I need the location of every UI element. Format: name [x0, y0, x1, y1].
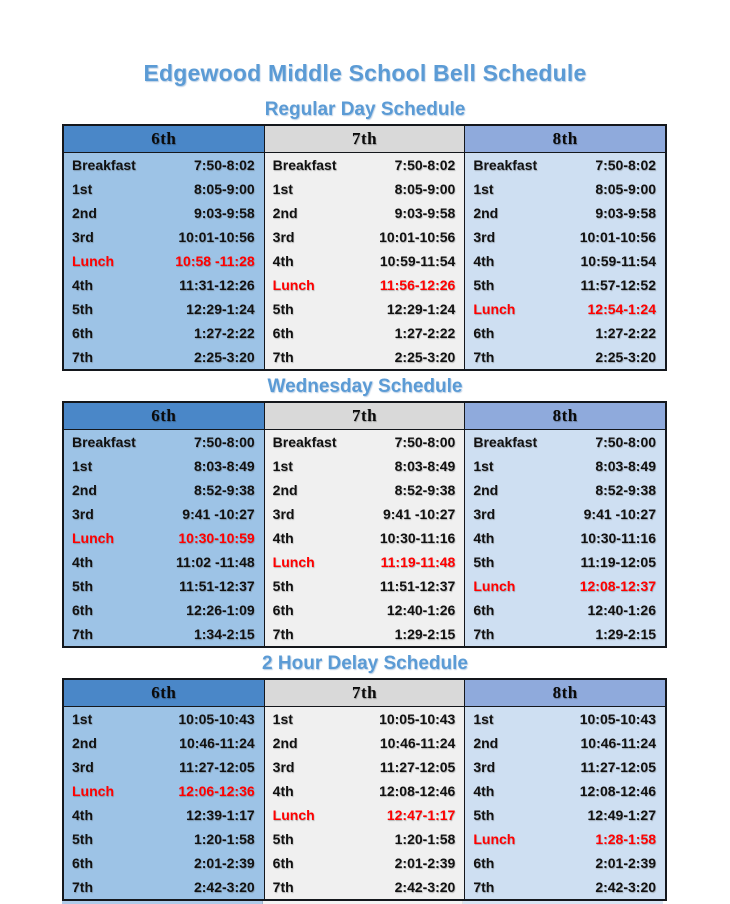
period-time: 8:05-9:00: [394, 181, 456, 197]
schedule-row: [465, 755, 665, 779]
schedule-row: [64, 755, 264, 779]
period-label: 4th: [272, 783, 294, 799]
period-label: 3rd: [72, 759, 94, 775]
schedule-row: [64, 321, 264, 345]
period-label: 4th: [473, 253, 495, 269]
period-label: 6th: [72, 855, 93, 871]
period-time: 12:49-1:27: [587, 807, 657, 823]
schedule-row: [64, 851, 264, 875]
schedule-row: [465, 598, 665, 622]
schedule-row: [465, 177, 665, 201]
schedule-row: [64, 526, 264, 550]
period-time: 7:50-8:02: [595, 157, 657, 173]
schedule-row: [64, 622, 264, 646]
schedule-row: [465, 875, 665, 899]
grade-header: 8th: [465, 403, 665, 430]
period-time: 1:20-1:58: [193, 831, 255, 847]
period-label: 7th: [272, 626, 294, 642]
period-label: 6th: [473, 602, 495, 618]
period-label: 6th: [72, 325, 93, 341]
bell-table: [62, 401, 667, 648]
grade-column-6th: [64, 680, 264, 899]
schedule-row: [465, 731, 665, 755]
schedule-row: [265, 502, 465, 526]
period-label: 3rd: [272, 506, 295, 522]
period-time: 2:01-2:39: [394, 855, 456, 871]
schedule-row: [64, 731, 264, 755]
schedule-row: [64, 297, 264, 321]
schedule-row: [265, 779, 465, 803]
period-time: 12:54-1:24: [587, 301, 657, 317]
period-time: 7:50-8:00: [193, 434, 255, 450]
bell-table: [62, 124, 667, 371]
period-time: 10:05-10:43: [379, 711, 456, 727]
period-time: 1:27-2:22: [193, 325, 255, 341]
period-time: 8:52-9:38: [595, 482, 657, 498]
schedule-row: [265, 297, 465, 321]
period-label: Lunch: [473, 831, 516, 847]
period-time: 11:31-12:26: [179, 277, 255, 293]
schedule-row: [265, 827, 465, 851]
period-time: 1:27-2:22: [595, 325, 657, 341]
schedule-section: [0, 98, 730, 371]
period-time: 2:25-3:20: [193, 349, 255, 365]
schedule-row: [465, 707, 665, 731]
grade-header: 6th: [64, 403, 264, 430]
schedule-row: [265, 707, 465, 731]
schedule-section: [0, 375, 730, 648]
period-label: 6th: [272, 855, 294, 871]
period-label: 6th: [473, 325, 495, 341]
period-label: 5th: [473, 807, 495, 823]
period-time: 12:29-1:24: [386, 301, 456, 317]
period-time: 11:19-11:48: [380, 554, 456, 570]
period-label: Breakfast: [473, 434, 538, 450]
period-label: Lunch: [272, 554, 315, 570]
period-label: 5th: [473, 554, 495, 570]
period-label: 3rd: [272, 759, 295, 775]
period-time: 11:19-12:05: [580, 554, 657, 570]
period-time: 2:42-3:20: [193, 879, 255, 895]
schedule-row: [265, 249, 465, 273]
period-time: 12:06-12:36: [178, 783, 255, 799]
period-label: 7th: [473, 879, 495, 895]
grade-body: [265, 707, 465, 899]
schedule-row: [265, 225, 465, 249]
period-time: 11:27-12:05: [379, 759, 456, 775]
grade-body: [64, 153, 264, 369]
period-time: 1:20-1:58: [394, 831, 456, 847]
period-time: 10:46-11:24: [179, 735, 255, 751]
schedule-row: [465, 622, 665, 646]
period-label: 2nd: [473, 205, 499, 221]
period-time: 8:05-9:00: [595, 181, 657, 197]
period-label: Lunch: [72, 783, 114, 799]
period-label: Breakfast: [72, 157, 136, 173]
period-time: 10:01-10:56: [178, 229, 255, 245]
schedule-row: [265, 345, 465, 369]
schedule-row: [465, 201, 665, 225]
period-label: 4th: [272, 530, 294, 546]
period-label: 1st: [473, 181, 494, 197]
schedule-row: [465, 827, 665, 851]
schedule-row: [465, 321, 665, 345]
schedule-row: [64, 273, 264, 297]
schedule-row: [265, 430, 465, 454]
period-time: 10:46-11:24: [379, 735, 456, 751]
period-time: 10:30-11:16: [580, 530, 657, 546]
grade-column-8th: [464, 403, 665, 646]
period-label: 2nd: [272, 205, 298, 221]
period-label: 3rd: [72, 229, 94, 245]
period-label: Lunch: [473, 578, 516, 594]
schedule-row: [265, 574, 465, 598]
period-time: 8:52-9:38: [394, 482, 456, 498]
period-label: Breakfast: [272, 157, 337, 173]
period-time: 11:27-12:05: [580, 759, 657, 775]
period-label: 5th: [72, 831, 93, 847]
period-time: 8:05-9:00: [193, 181, 255, 197]
period-label: 4th: [72, 554, 93, 570]
period-time: 9:41 -10:27: [382, 506, 456, 522]
schedule-row: [465, 345, 665, 369]
schedule-row: [265, 321, 465, 345]
period-time: 9:41 -10:27: [583, 506, 657, 522]
grade-body: [265, 153, 465, 369]
period-time: 2:42-3:20: [595, 879, 657, 895]
period-label: 1st: [473, 711, 494, 727]
bell-table: [62, 678, 667, 901]
grade-body: [64, 430, 264, 646]
period-label: 1st: [72, 711, 93, 727]
period-label: 5th: [72, 578, 93, 594]
grade-header: 7th: [265, 680, 465, 707]
period-time: 1:29-2:15: [394, 626, 456, 642]
schedule-row: [64, 225, 264, 249]
schedule-row: [64, 502, 264, 526]
period-label: 7th: [272, 349, 294, 365]
period-time: 2:01-2:39: [595, 855, 657, 871]
period-label: 7th: [72, 349, 93, 365]
period-label: 1st: [272, 458, 293, 474]
period-label: 7th: [473, 349, 495, 365]
period-time: 9:03-9:58: [193, 205, 255, 221]
period-time: 12:47-1:17: [386, 807, 456, 823]
schedule-row: [64, 598, 264, 622]
schedule-row: [265, 526, 465, 550]
period-label: Lunch: [473, 301, 516, 317]
period-time: 12:08-12:46: [579, 783, 657, 799]
page-title: Edgewood Middle School Bell Schedule: [143, 60, 587, 86]
period-label: 3rd: [473, 229, 496, 245]
schedule-row: [465, 454, 665, 478]
period-label: 5th: [272, 831, 294, 847]
period-label: 2nd: [272, 735, 298, 751]
schedule-section: [0, 652, 730, 904]
period-label: 1st: [473, 458, 494, 474]
schedule-row: [465, 430, 665, 454]
period-time: 9:03-9:58: [394, 205, 456, 221]
period-label: 2nd: [473, 735, 499, 751]
period-label: 1st: [72, 181, 93, 197]
schedule-row: [265, 201, 465, 225]
period-label: 2nd: [473, 482, 499, 498]
period-label: 7th: [272, 879, 294, 895]
period-label: 6th: [72, 602, 93, 618]
period-time: 10:05-10:43: [579, 711, 657, 727]
schedule-row: [64, 249, 264, 273]
schedule-row: [465, 297, 665, 321]
period-label: 7th: [72, 879, 93, 895]
schedule-row: [265, 598, 465, 622]
period-label: 5th: [272, 301, 294, 317]
period-label: 6th: [473, 855, 495, 871]
period-label: 4th: [72, 277, 93, 293]
period-label: Breakfast: [72, 434, 136, 450]
period-label: 2nd: [272, 482, 298, 498]
grade-body: [465, 153, 665, 369]
period-time: 7:50-8:02: [193, 157, 255, 173]
period-time: 12:40-1:26: [386, 602, 456, 618]
period-time: 7:50-8:00: [394, 434, 456, 450]
schedule-row: [64, 779, 264, 803]
schedule-heading: Wednesday Schedule: [267, 376, 463, 397]
period-label: Lunch: [272, 807, 315, 823]
schedule-row: [64, 478, 264, 502]
schedule-row: [265, 478, 465, 502]
period-time: 9:03-9:58: [595, 205, 657, 221]
period-time: 11:57-12:52: [580, 277, 657, 293]
grade-body: [465, 707, 665, 899]
schedule-row: [465, 273, 665, 297]
period-time: 1:29-2:15: [595, 626, 657, 642]
period-label: 3rd: [473, 506, 496, 522]
period-label: 3rd: [473, 759, 496, 775]
period-time: 10:01-10:56: [379, 229, 456, 245]
period-label: 2nd: [72, 205, 97, 221]
period-label: 4th: [272, 253, 294, 269]
grade-header: 8th: [465, 126, 665, 153]
period-time: 2:42-3:20: [394, 879, 456, 895]
period-time: 2:25-3:20: [394, 349, 456, 365]
schedule-row: [265, 550, 465, 574]
period-time: 9:41 -10:27: [182, 506, 255, 522]
schedule-row: [64, 201, 264, 225]
period-time: 10:30-11:16: [379, 530, 456, 546]
period-label: Lunch: [72, 253, 114, 269]
period-label: 1st: [272, 181, 293, 197]
period-label: Breakfast: [272, 434, 337, 450]
period-time: 2:01-2:39: [193, 855, 255, 871]
period-time: 12:08-12:46: [379, 783, 456, 799]
grade-column-7th: [264, 126, 465, 369]
schedule-row: [64, 345, 264, 369]
grade-column-8th: [464, 680, 665, 899]
schedule-row: [64, 177, 264, 201]
schedule-row: [64, 430, 264, 454]
period-label: 2nd: [72, 482, 97, 498]
grade-header: 6th: [64, 680, 264, 707]
period-label: 1st: [72, 458, 93, 474]
period-label: 7th: [473, 626, 495, 642]
period-time: 10:46-11:24: [580, 735, 657, 751]
schedule-row: [465, 779, 665, 803]
period-time: 7:50-8:02: [394, 157, 456, 173]
grade-body: [465, 430, 665, 646]
period-label: Lunch: [72, 530, 114, 546]
schedule-row: [265, 755, 465, 779]
schedule-row: [64, 875, 264, 899]
period-time: 12:40-1:26: [587, 602, 657, 618]
period-time: 10:05-10:43: [178, 711, 255, 727]
schedule-row: [265, 454, 465, 478]
period-time: 10:58 -11:28: [175, 253, 255, 269]
period-time: 8:03-8:49: [394, 458, 456, 474]
grade-column-7th: [264, 680, 465, 899]
period-label: 5th: [72, 301, 93, 317]
grade-header: 6th: [64, 126, 264, 153]
schedule-row: [64, 574, 264, 598]
schedule-row: [265, 153, 465, 177]
period-time: 7:50-8:00: [595, 434, 657, 450]
period-time: 10:59-11:54: [379, 253, 456, 269]
schedule-row: [465, 502, 665, 526]
schedule-row: [265, 177, 465, 201]
period-label: 6th: [272, 325, 294, 341]
period-label: Breakfast: [473, 157, 538, 173]
schedule-row: [64, 803, 264, 827]
period-label: Lunch: [272, 277, 315, 293]
grade-column-8th: [464, 126, 665, 369]
schedule-row: [64, 153, 264, 177]
schedule-row: [64, 827, 264, 851]
grade-body: [265, 430, 465, 646]
schedule-row: [265, 622, 465, 646]
grade-column-7th: [264, 403, 465, 646]
period-label: 4th: [473, 530, 495, 546]
schedule-heading: 2 Hour Delay Schedule: [262, 653, 468, 674]
schedule-row: [64, 707, 264, 731]
schedule-row: [465, 574, 665, 598]
grade-column-6th: [64, 126, 264, 369]
period-label: 3rd: [272, 229, 295, 245]
period-label: 7th: [72, 626, 93, 642]
period-time: 11:51-12:37: [379, 578, 456, 594]
schedule-row: [465, 803, 665, 827]
grade-header: 7th: [265, 403, 465, 430]
period-time: 11:27-12:05: [179, 759, 255, 775]
period-time: 8:52-9:38: [193, 482, 255, 498]
schedule-row: [265, 803, 465, 827]
period-time: 12:29-1:24: [186, 301, 255, 317]
period-time: 12:39-1:17: [186, 807, 255, 823]
schedule-row: [265, 273, 465, 297]
period-label: 6th: [272, 602, 294, 618]
schedule-row: [265, 731, 465, 755]
period-label: 3rd: [72, 506, 94, 522]
grade-body: [64, 707, 264, 899]
schedule-row: [465, 550, 665, 574]
period-time: 10:01-10:56: [579, 229, 657, 245]
period-time: 8:03-8:49: [595, 458, 657, 474]
period-time: 11:51-12:37: [179, 578, 255, 594]
schedule-row: [465, 478, 665, 502]
period-time: 12:26-1:09: [186, 602, 255, 618]
schedule-row: [465, 249, 665, 273]
period-label: 2nd: [72, 735, 97, 751]
period-time: 2:25-3:20: [595, 349, 657, 365]
schedule-row: [465, 153, 665, 177]
period-label: 4th: [473, 783, 495, 799]
grade-header: 8th: [465, 680, 665, 707]
period-time: 1:34-2:15: [193, 626, 255, 642]
schedule-row: [465, 851, 665, 875]
schedule-row: [64, 454, 264, 478]
grade-column-6th: [64, 403, 264, 646]
period-label: 5th: [473, 277, 495, 293]
grade-header: 7th: [265, 126, 465, 153]
period-time: 8:03-8:49: [193, 458, 255, 474]
schedule-row: [465, 526, 665, 550]
period-time: 12:08-12:37: [579, 578, 657, 594]
schedule-row: [465, 225, 665, 249]
period-time: 11:02 -11:48: [176, 554, 255, 570]
schedule-heading: Regular Day Schedule: [264, 99, 466, 120]
schedules-host: [0, 98, 730, 904]
period-time: 1:28-1:58: [595, 831, 657, 847]
schedule-row: [265, 851, 465, 875]
period-label: 1st: [272, 711, 293, 727]
period-time: 1:27-2:22: [394, 325, 456, 341]
period-time: 10:30-10:59: [178, 530, 255, 546]
schedule-row: [64, 550, 264, 574]
period-label: 5th: [272, 578, 294, 594]
period-time: 11:56-12:26: [379, 277, 456, 293]
schedule-row: [265, 875, 465, 899]
period-time: 10:59-11:54: [580, 253, 657, 269]
period-label: 4th: [72, 807, 93, 823]
